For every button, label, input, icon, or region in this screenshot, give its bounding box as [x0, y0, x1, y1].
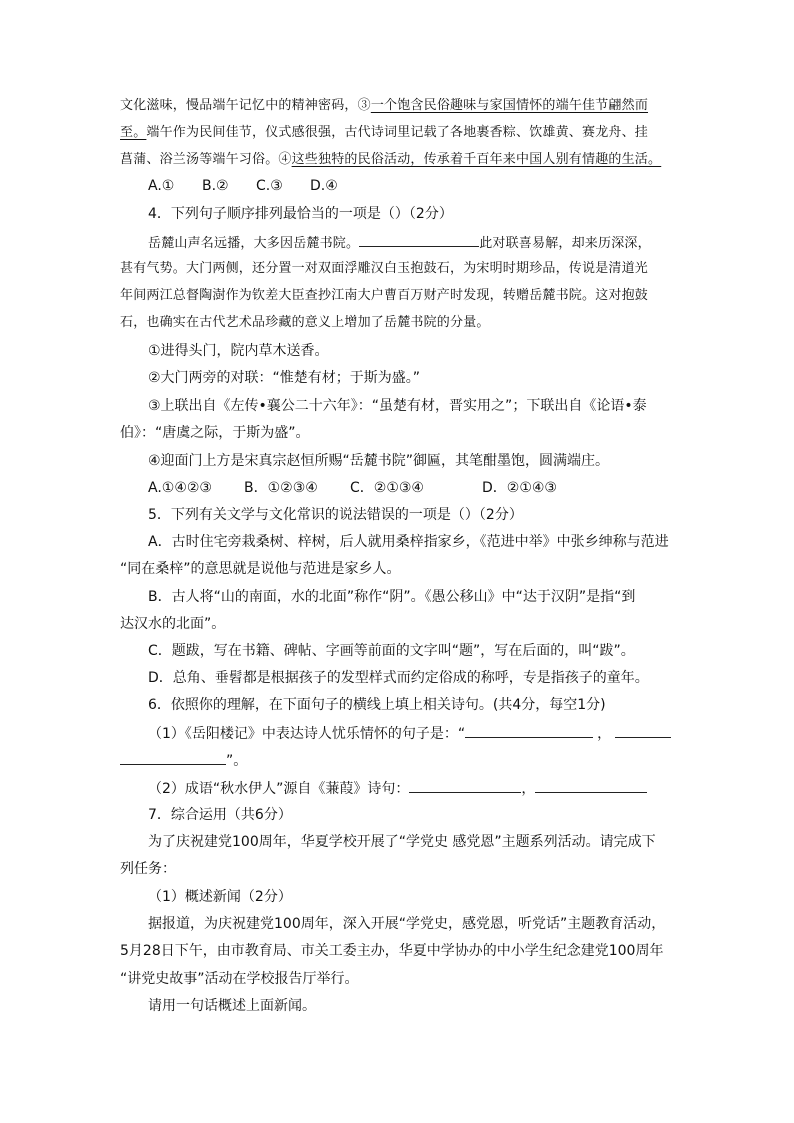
q7-sub1-title: （1）概述新闻（2分）	[148, 889, 292, 905]
q5-option-c: C．题跋，写在书籍、碑帖、字画等前面的文字叫“题”，写在后面的，叫“跋”。	[148, 643, 635, 659]
q5-option-a-cont: “同在桑梓”的意思就是说他与范进是家乡人。	[120, 561, 401, 577]
punctuation: ，	[597, 726, 612, 742]
question-text: （2）成语“秋水伊人”源自《蒹葭》诗句：	[148, 781, 410, 797]
q4-passage-line-4: 石，也确实在古代艺术品珍藏的意义上增加了岳麓书院的分量。	[120, 315, 490, 330]
q7-intro: 为了庆祝建党100周年，华夏学校开展了“学党史 感党恩”主题系列活动。请完成下	[148, 834, 656, 850]
q5-option-a: A．古时住宅旁栽桑树、梓树，后人就用桑梓指家乡，《范进中举》中张乡绅称与范进	[148, 534, 669, 550]
question-text: （1）《岳阳楼记》中表达诗人忧乐情怀的句子是：“	[148, 726, 466, 742]
q3-options	[148, 176, 338, 196]
q4-sentence-4: ④迎面门上方是宋真宗赵恒所赐“岳麓书院”御匾，其笔酣墨饱，圆满端庄。	[148, 453, 610, 469]
punctuation: ”。	[226, 753, 248, 769]
option-a: A.①	[148, 178, 175, 194]
punctuation: ，	[521, 781, 536, 797]
q4-passage-line-3: 年间两江总督陶澍作为钦差大臣查抄江南大户曹百万财产时发现，转赠岳麓书院。这对抱鼓	[120, 288, 649, 303]
q5-option-d: D．总角、垂髫都是根据孩子的发型样式而约定俗成的称呼，专是指孩子的童年。	[148, 670, 649, 686]
q7-news-line-3: “讲党史故事”活动在学校报告厅举行。	[120, 971, 359, 987]
q6-title: 6．依照你的理解，在下面句子的横线上填上相关诗句。(共4分，每空1分)	[148, 697, 606, 713]
answer-blank[interactable]	[409, 778, 521, 793]
q4-options	[148, 478, 557, 498]
underlined-sentence-4: 这些独特的民俗活动，传承着千百年来中国人别有情趣的生活。	[291, 152, 662, 167]
q5-option-b: B．古人将“山的南面，水的北面”称作“阴”。《愚公移山》中“达于汉阴”是指“到	[148, 589, 636, 605]
q6-sub2	[148, 778, 647, 799]
answer-blank[interactable]	[465, 723, 593, 738]
answer-blank[interactable]	[615, 723, 671, 738]
passage-text: 端午作为民间佳节，仪式感很强，古代诗词里记载了各地裹香粽、饮雄黄、赛龙舟、挂	[146, 125, 649, 140]
q4-passage-line-2: 甚有气势。大门两侧，还分置一对双面浮雕汉白玉抱鼓石，为宋明时期珍品，传说是清道光	[120, 261, 649, 276]
underlined-sentence-3: 一个饱含民俗趣味与家国情怀的端午佳节翩然而	[370, 98, 649, 113]
passage-text: 菖蒲、浴兰汤等端午习俗。④	[120, 152, 292, 167]
answer-blank[interactable]	[120, 750, 226, 765]
q6-sub1-cont	[120, 750, 247, 771]
q7-prompt: 请用一句话概述上面新闻。	[148, 998, 316, 1014]
option-b: B.②	[202, 178, 229, 194]
option-a: A.①④②③	[148, 480, 212, 496]
q7-news-line-1: 据报道，为庆祝建党100周年，深入开展“学党史，感党恩，听党话”主题教育活动，	[148, 916, 666, 932]
option-c: C．②①③④	[350, 480, 424, 496]
answer-blank[interactable]	[359, 232, 479, 247]
q4-sentence-3: ③上联出自《左传•襄公二十六年》：“虽楚有材，晋实用之”；下联出自《论语•泰	[148, 398, 647, 414]
q4-sentence-3-cont: 伯》：“唐虞之际，于斯为盛”。	[120, 425, 310, 441]
q5-option-b-cont: 达汉水的北面”。	[120, 616, 226, 632]
underlined-sentence-3-end: 至。	[120, 125, 147, 140]
passage-text: 文化滋味，慢品端午记忆中的精神密码，③	[120, 98, 371, 113]
option-d: D．②①④③	[482, 480, 557, 496]
q5-title: 5．下列有关文学与文化常识的说法错误的一项是（）（2分）	[148, 507, 523, 523]
passage-text: 此对联喜易解，却来历深深，	[479, 236, 651, 251]
option-d: D.④	[310, 178, 338, 194]
answer-blank[interactable]	[535, 778, 647, 793]
q7-title: 7．综合运用（共6分）	[148, 807, 292, 823]
q4-title: 4．下列句子顺序排列最恰当的一项是（）（2分）	[148, 206, 453, 222]
q4-sentence-2: ②大门两旁的对联：“惟楚有材；于斯为盛。”	[148, 370, 421, 386]
passage-line-2	[120, 123, 648, 143]
option-c: C.③	[256, 178, 283, 194]
passage-text: 岳麓山声名远播，大多因岳麓书院。	[148, 236, 360, 251]
q6-sub1	[148, 723, 671, 744]
q7-news-line-2: 5月28日下午，由市教育局、市关工委主办，华夏中学协办的中小学生纪念建党100周年	[120, 943, 664, 959]
option-b: B．①②③④	[244, 480, 318, 496]
q7-intro-cont: 列任务：	[120, 861, 176, 877]
q4-sentence-1: ①进得头门，院内草木送香。	[148, 343, 329, 359]
passage-line-3	[120, 150, 661, 170]
passage-line-1	[120, 96, 648, 116]
q4-passage-line-1	[148, 232, 651, 254]
